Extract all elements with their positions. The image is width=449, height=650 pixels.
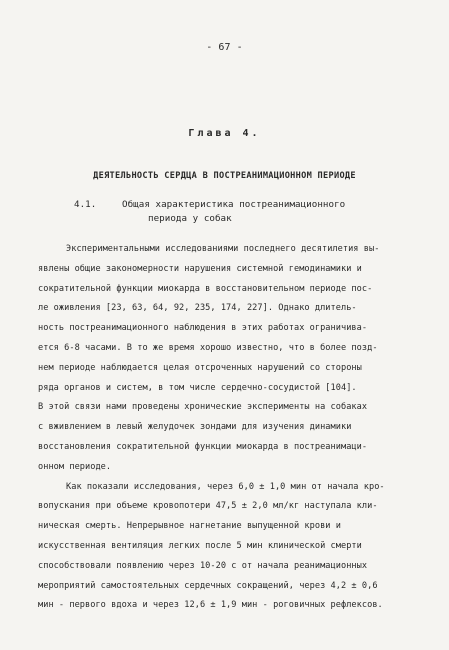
text-line: онном периоде.	[38, 461, 112, 472]
section-number: 4.1.	[74, 199, 97, 210]
text-line: ническая смерть. Непрерывное нагнетание выпущенной крови и	[38, 521, 341, 532]
text-line: явлены общие закономерности нарушения системной гемодинамики и	[38, 263, 362, 274]
text-line: нем периоде наблюдается целая отсроченных нарушений со стороны	[38, 362, 362, 373]
text-line: Экспериментальными исследованиями последнего десятилетия вы-	[66, 244, 380, 254]
text-line: искусственная вентиляция легких после 5 мин клинической смерти	[38, 540, 362, 551]
text-line: ряда органов и систем, в том числе сердечно-сосудистой [104].	[38, 382, 357, 393]
paragraph-1	[38, 240, 418, 478]
text-line: сократительной функции миокарда в восстановительном периоде пос-	[38, 283, 373, 294]
text-line: ется 6-8 часами. В то же время хорошо известно, что в более позд-	[38, 342, 378, 353]
page-number: - 67 -	[206, 42, 243, 53]
text-line: восстановления сократительной функции миокарда в постреанимаци-	[38, 441, 368, 452]
paragraph-2	[38, 478, 418, 617]
text-line: Как показали исследования, через 6,0 ± 1,0 мин от начала кро-	[66, 481, 385, 492]
text-line: вопускания при объеме кровопотери 47,5 ± 2,0 мл/кг наступала кли-	[38, 501, 378, 512]
text-line: способствовали появлению через 10-20 с от начала реанимационных	[38, 560, 368, 571]
chapter-title: ДЕЯТЕЛЬНОСТЬ СЕРДЦА В ПОСТРЕАНИМАЦИОННОМ ПЕРИОДЕ	[93, 171, 356, 181]
text-line: ле оживления [23, 63, 64, 92, 235, 174, 227]. Однако длитель-	[38, 303, 357, 314]
text-line: В этой связи нами проведены хронические эксперименты на собаках	[38, 402, 368, 413]
body-text	[38, 240, 418, 616]
section-title-line-2: периода у собак	[148, 213, 232, 224]
chapter-heading: Глава 4.	[188, 128, 261, 139]
text-line: с вживлением в левый желудочек зондами для изучения динамики	[38, 422, 352, 433]
text-line: ность постреанимационного наблюдения в этих работах ограничива-	[38, 323, 368, 334]
text-line: мероприятий самостоятельных сердечных сокращений, через 4,2 ± 0,6	[38, 580, 378, 591]
text-line: мин - первого вдоха и через 12,6 ± 1,9 мин - роговичных рефлексов.	[38, 600, 383, 611]
section-title-line-1: Общая характеристика постреанимационного	[122, 199, 346, 210]
